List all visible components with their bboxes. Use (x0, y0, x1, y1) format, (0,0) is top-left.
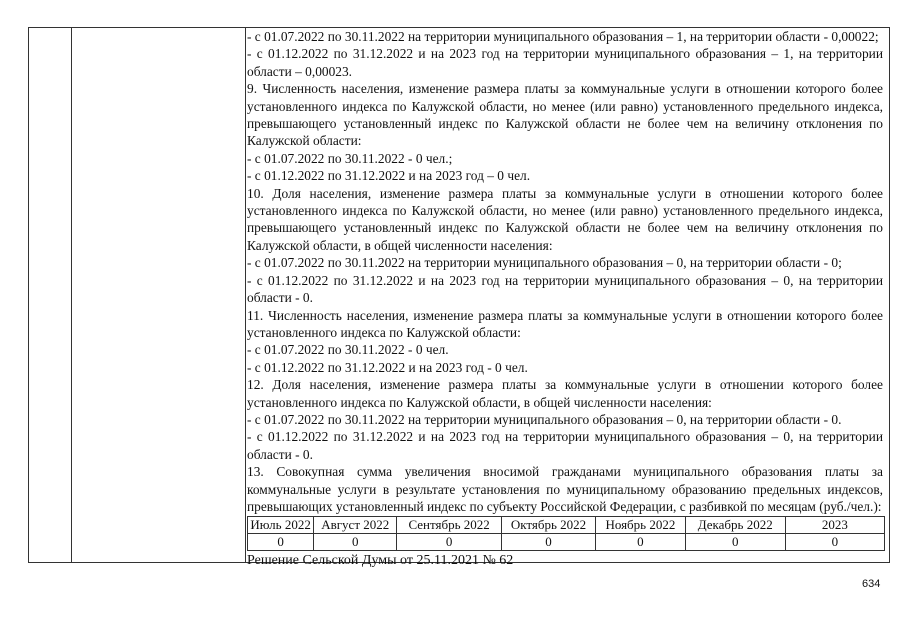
month-value-cell: 0 (595, 534, 685, 551)
paragraph: - с 01.12.2022 по 31.12.2022 и на 2023 год на территории муниципального образования – 0, на территории области - 0. (247, 272, 883, 306)
months-table (247, 516, 885, 551)
month-value-cell: 0 (785, 534, 884, 551)
month-value-cell: 0 (502, 534, 596, 551)
month-header-cell: Ноябрь 2022 (595, 517, 685, 534)
decision-reference: Решение Сельской Думы от 25.11.2021 № 62 (247, 553, 514, 569)
paragraph: - с 01.12.2022 по 31.12.2022 и на 2023 год на территории муниципального образования – 1, на территории области – 0,00023. (247, 46, 883, 79)
month-header-cell: Июль 2022 (248, 517, 314, 534)
paragraph: - с 01.07.2022 по 30.11.2022 на территории муниципального образования – 0, на территории области - 0. (247, 411, 842, 427)
month-header-cell: 2023 (785, 517, 884, 534)
months-header-row (248, 517, 885, 534)
column-divider (71, 28, 72, 562)
month-header-cell: Сентябрь 2022 (397, 517, 502, 534)
paragraph: - с 01.12.2022 по 31.12.2022 и на 2023 год – 0 чел. (247, 168, 531, 184)
months-values-row (248, 534, 885, 551)
month-value-cell: 0 (397, 534, 502, 551)
paragraph: 12. Доля населения, изменение размера платы за коммунальные услуги в отношении которого более установленного индекса по Калужской области, в общей численности населения: (247, 377, 883, 410)
paragraphs (247, 28, 883, 515)
paragraph: - с 01.07.2022 по 30.11.2022 на территории муниципального образования – 0, на территории области - 0; (247, 255, 842, 271)
paragraph: 13. Совокупная сумма увеличения вносимой гражданами муниципального образования платы за коммунальные услуги в результате установления по муниципальному образованию предельных индексов, превышающих установленный индекс по субъекту Российской Федерации, с разбивкой по месяцам (руб./чел.): (247, 464, 883, 514)
text-cell (247, 28, 883, 570)
month-header-cell: Декабрь 2022 (685, 517, 785, 534)
paragraph: 11. Численность населения, изменение размера платы за коммунальные услуги в отношении которого более установленного индекса по Калужской области: (247, 307, 883, 340)
page-number: 634 (862, 578, 881, 590)
paragraph: - с 01.07.2022 по 30.11.2022 на территории муниципального образования – 1, на территории области - 0,00022; (247, 29, 879, 44)
paragraph: - с 01.07.2022 по 30.11.2022 - 0 чел. (247, 342, 449, 358)
month-header-cell: Октябрь 2022 (502, 517, 596, 534)
paragraph: - с 01.12.2022 по 31.12.2022 и на 2023 год на территории муниципального образования – 0, на территории области - 0. (247, 429, 883, 462)
paragraph: - с 01.12.2022 по 31.12.2022 и на 2023 год - 0 чел. (247, 359, 528, 375)
paragraph: - с 01.07.2022 по 30.11.2022 - 0 чел.; (247, 150, 453, 166)
month-value-cell: 0 (248, 534, 314, 551)
paragraph: 9. Численность населения, изменение размера платы за коммунальные услуги в отношении которого более установленного индекса по Калужской области, но менее (или равно) установленного предельного индекса, превышающего установленный индекс по Калужской области не более чем на величину отклонения по Калужской области: (247, 81, 883, 149)
month-header-cell: Август 2022 (314, 517, 397, 534)
paragraph: 10. Доля населения, изменение размера платы за коммунальные услуги в отношении которого более установленного индекса по Калужской области, но менее (или равно) установленного предельного индекса, превышающего установленный индекс по Калужской области не более чем на величину отклонения по Калужской области, в общей численности населения: (247, 185, 883, 253)
column-divider (245, 28, 246, 562)
month-value-cell: 0 (685, 534, 785, 551)
month-value-cell: 0 (314, 534, 397, 551)
